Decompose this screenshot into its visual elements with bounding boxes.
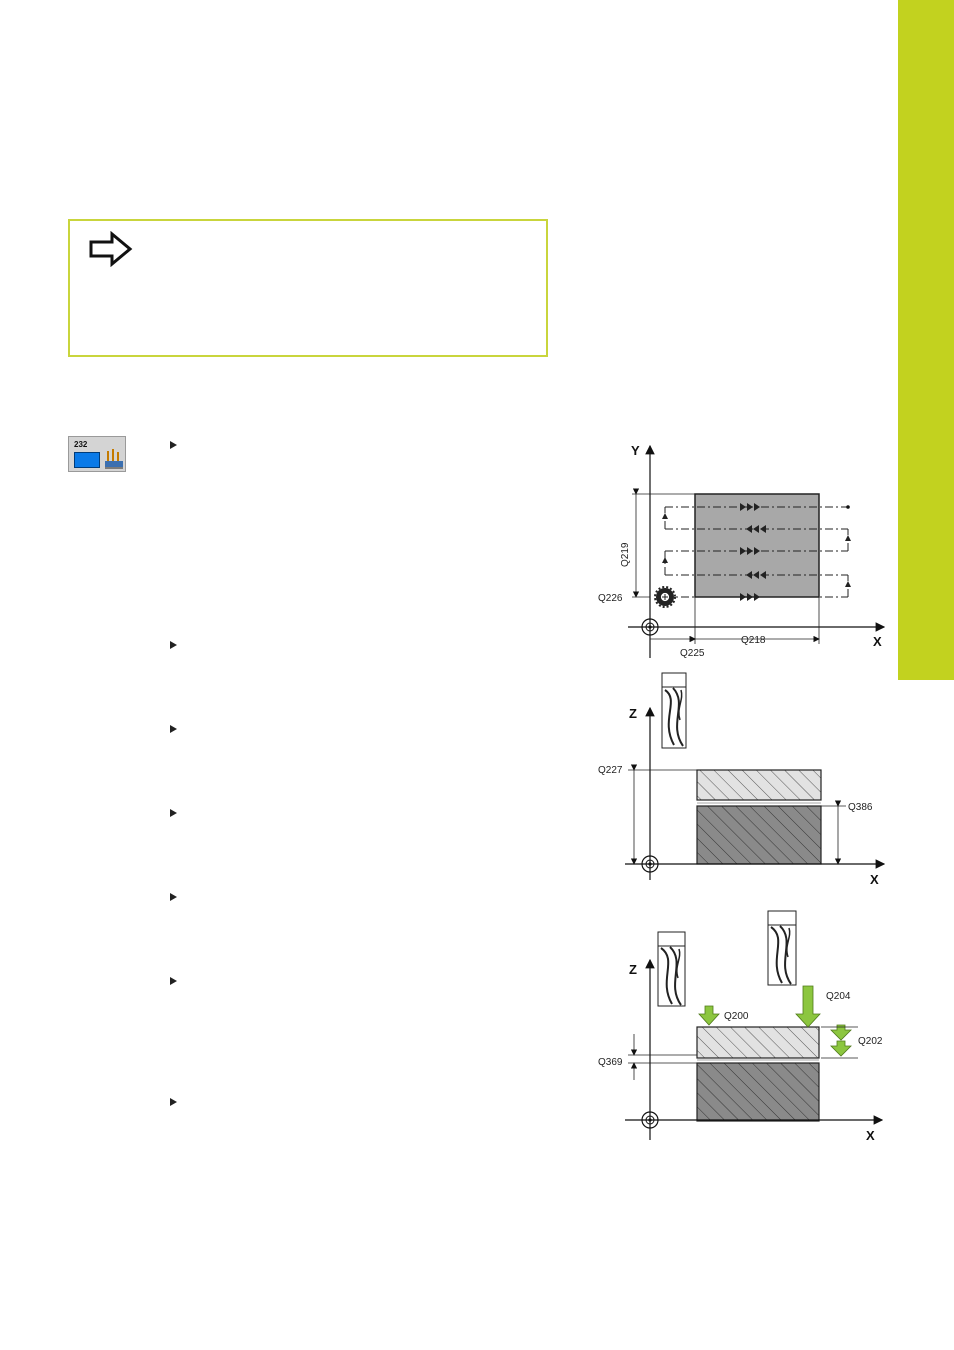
face-mill-cutter-icon [655,587,675,607]
end-mill-tool-icon [768,911,796,985]
axis-label-x: X [870,872,879,887]
end-mill-tool-icon [658,932,685,1006]
dim-label-q218: Q218 [741,635,766,646]
dim-label-q202: Q202 [858,1036,883,1047]
axis-label-z: Z [629,706,637,721]
dim-label-q225: Q225 [680,648,705,659]
axis-label-x: X [873,634,882,649]
axis-label-z: Z [629,962,637,977]
cycle-232-softkey[interactable] [68,436,126,472]
dim-label-q227: Q227 [598,765,623,776]
triangle-bullet-icon [170,1098,177,1106]
triangle-bullet-icon [170,977,177,985]
figure-z-infeed [590,906,890,1146]
workpiece-rect [695,494,819,597]
note-box [68,219,548,357]
dim-label-q200: Q200 [724,1011,749,1022]
dim-label-q386: Q386 [848,802,873,813]
triangle-bullet-icon [170,441,177,449]
end-mill-tool-icon [662,673,686,748]
figure-z-depth [590,668,890,890]
dim-label-q204: Q204 [826,991,851,1002]
feed-arrow-q202-b [831,1041,851,1056]
chapter-side-tab [898,0,954,680]
axis-label-y: Y [631,443,640,458]
dim-label-q219: Q219 [620,542,631,567]
triangle-bullet-icon [170,641,177,649]
triangle-bullet-icon [170,725,177,733]
axis-label-x: X [866,1128,875,1143]
figure-xy-meander [590,436,890,662]
feed-arrow-q204 [796,986,820,1027]
softkey-number: 232 [74,440,88,449]
softkey-blue-panel [74,452,100,468]
feed-arrow-q200 [699,1006,719,1025]
dim-label-q226: Q226 [598,593,623,604]
hint-arrow-icon [88,231,134,267]
triangle-bullet-icon [170,809,177,817]
dim-label-q369: Q369 [598,1057,623,1068]
triangle-bullet-icon [170,893,177,901]
face-milling-cycle-icon [105,449,123,469]
